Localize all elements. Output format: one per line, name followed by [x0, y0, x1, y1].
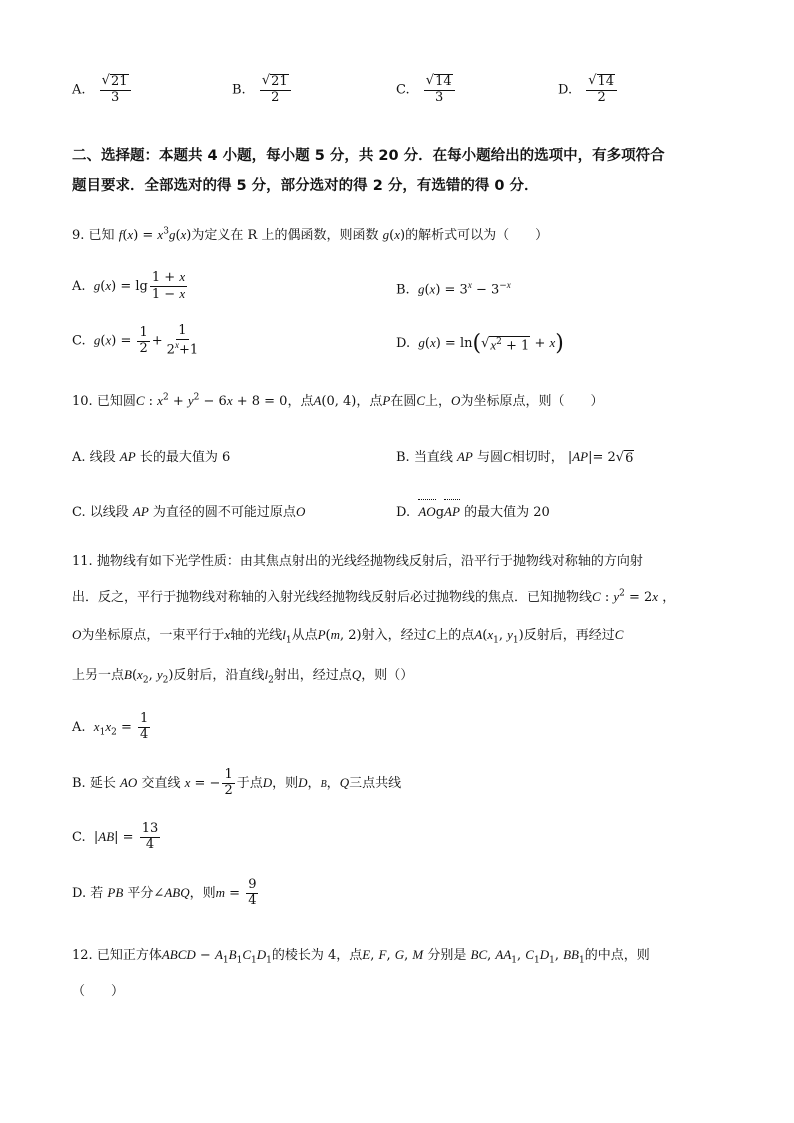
q8-option-a: A. √ 21 3	[72, 74, 133, 106]
q10-option-d: D. AOgAP 的最大值为 20	[396, 504, 550, 520]
q10-stem: 10. 已知圆C : $x^2 + y^2 - 6x + 8 = 0$，点A(0, 4)，点P在圆C上，O为坐标原点，则（ ）	[72, 392, 604, 409]
q11-option-d: D. 若 PB 平分∠ABQ，则m = $\frac{9}{4}$	[72, 877, 257, 908]
q9-option-a: A. g(x) = lg $\frac{1 + x}{1 - x}$	[72, 269, 186, 302]
section2-line1: 二、选择题：本题共 4 小题，每小题 5 分，共 20 分．在每小题给出的选项中，有多项符合	[72, 148, 665, 164]
q9-option-b: B. $g(x) = 3^x - 3^{-x}$	[396, 280, 511, 298]
q11-line4: 上另一点$B(x_2$, $y_2$)反射后，沿直线$l_2$射出，经过点Q，则（）	[72, 667, 414, 686]
q8-option-d: D. √ 14 2	[558, 74, 619, 106]
q8-option-b: B. √ 21 2	[232, 74, 293, 106]
q11-line1: 11. 抛物线有如下光学性质：由其焦点射出的光线经抛物线反射后，沿平行于抛物线对称轴的方向射	[72, 554, 643, 569]
q9-option-d: D. g(x) = ln( √ $x^2 + 1$ + x)	[396, 331, 564, 356]
q10-option-b: B. 当直线 AP 与圆C相切时， |AP|= 2 √ 6	[396, 449, 634, 466]
q11-option-c: C. |AB| = $\frac{13}{4}$	[72, 821, 159, 852]
q10-option-c: C. 以线段 AP 为直径的圆不可能过原点O	[72, 504, 306, 520]
q11-option-a: A. $x_1x_2$ = $\frac{1}{4}$	[72, 711, 149, 742]
q11-line3: O为坐标原点，一束平行于x轴的光线$l_1$从点P(m, 2)射入，经过C上的点$A(x_1$, $y_1$)反射后，再经过C	[72, 627, 624, 646]
q9-option-c: C. g(x) = $\frac{1}{2}$ + $\frac{1}{2^x+1}$	[72, 323, 199, 358]
q12-line2: （ ）	[72, 984, 125, 999]
q11-line2: 出．反之，平行于抛物线对称轴的入射光线经抛物线反射后必过抛物线的焦点．已知抛物线C : $y^2 = 2x$ ，	[72, 588, 676, 605]
q10-option-a: A. 线段 AP 长的最大值为 6	[72, 449, 231, 465]
q8-option-c: C. √ 14 3	[396, 74, 457, 106]
q9-stem: 9. 已知 $f(x) = x^3g(x)$为定义在 R 上的偶函数，则函数 g(x)的解析式可以为（ ）	[72, 226, 549, 243]
section2-line2: 题目要求．全部选对的得 5 分，部分选对的得 2 分，有选错的得 0 分．	[72, 178, 539, 194]
q12-stem: 12. 已知正方体ABCD − $A_1B_1C_1D_1$的棱长为 4，点E, F, G, M 分别是 BC, $AA_1$, $C_1D_1$, $BB_1$的中点，则	[72, 947, 650, 966]
q11-option-b: B. 延长 AO 交直线 x = − $\frac{1}{2}$ 于点D，则D，B，Q三点共线	[72, 767, 402, 798]
